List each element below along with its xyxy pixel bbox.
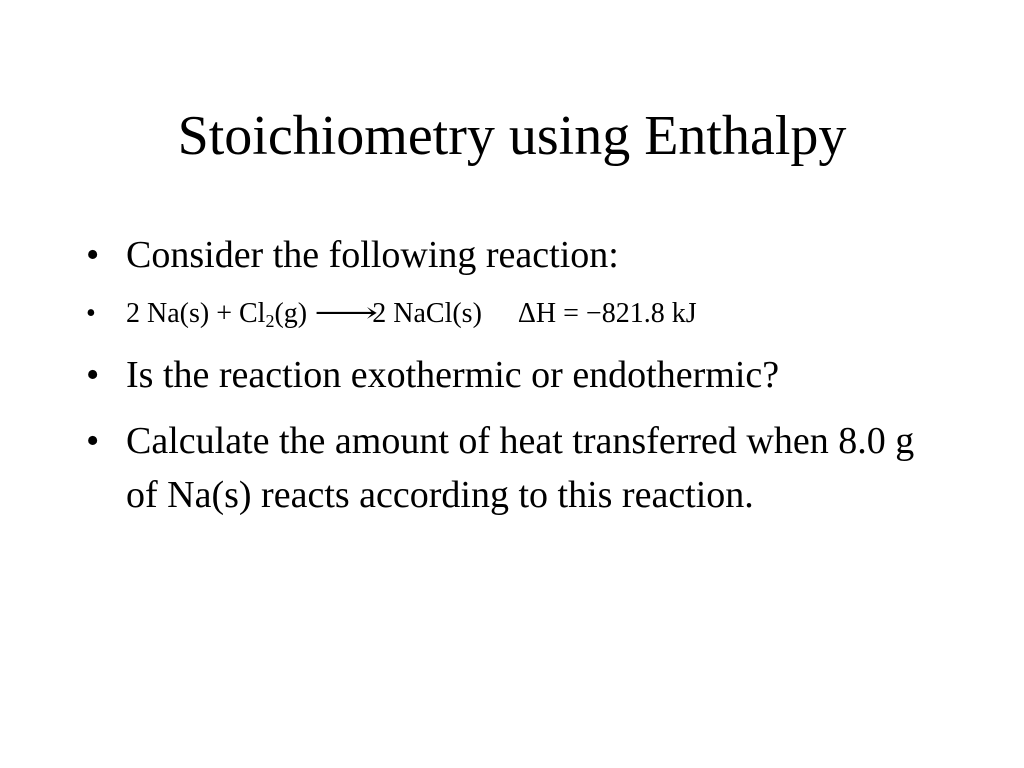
bullet-dot-icon: • [86, 234, 100, 276]
bullet-item [84, 414, 944, 522]
bullet-item [84, 228, 944, 282]
bullet-text: Consider the following reaction: [126, 234, 619, 276]
equation-enthalpy: ΔH = −821.8 kJ [517, 298, 697, 329]
equation-subscript: 2 [265, 311, 275, 331]
reaction-arrow-icon: ⟶ [314, 298, 379, 329]
bullet-text: Is the reaction exothermic or endothermic? [126, 354, 780, 396]
bullet-dot-icon: • [86, 298, 96, 329]
bullet-dot-icon: • [86, 420, 100, 462]
bullet-text: Calculate the amount of heat transferred when 8.0 g of Na(s) reacts according to this reaction. [126, 420, 915, 516]
equation-reactants: 2 Na(s) + Cl [126, 298, 266, 329]
bullet-item [84, 348, 944, 402]
bullet-item-equation [84, 294, 944, 334]
bullet-dot-icon: • [86, 354, 100, 396]
equation-product: 2 NaCl(s) [372, 298, 482, 329]
equation-state: (g) [274, 298, 315, 329]
bullet-list [84, 228, 944, 522]
slide-title: Stoichiometry using Enthalpy [177, 105, 847, 167]
